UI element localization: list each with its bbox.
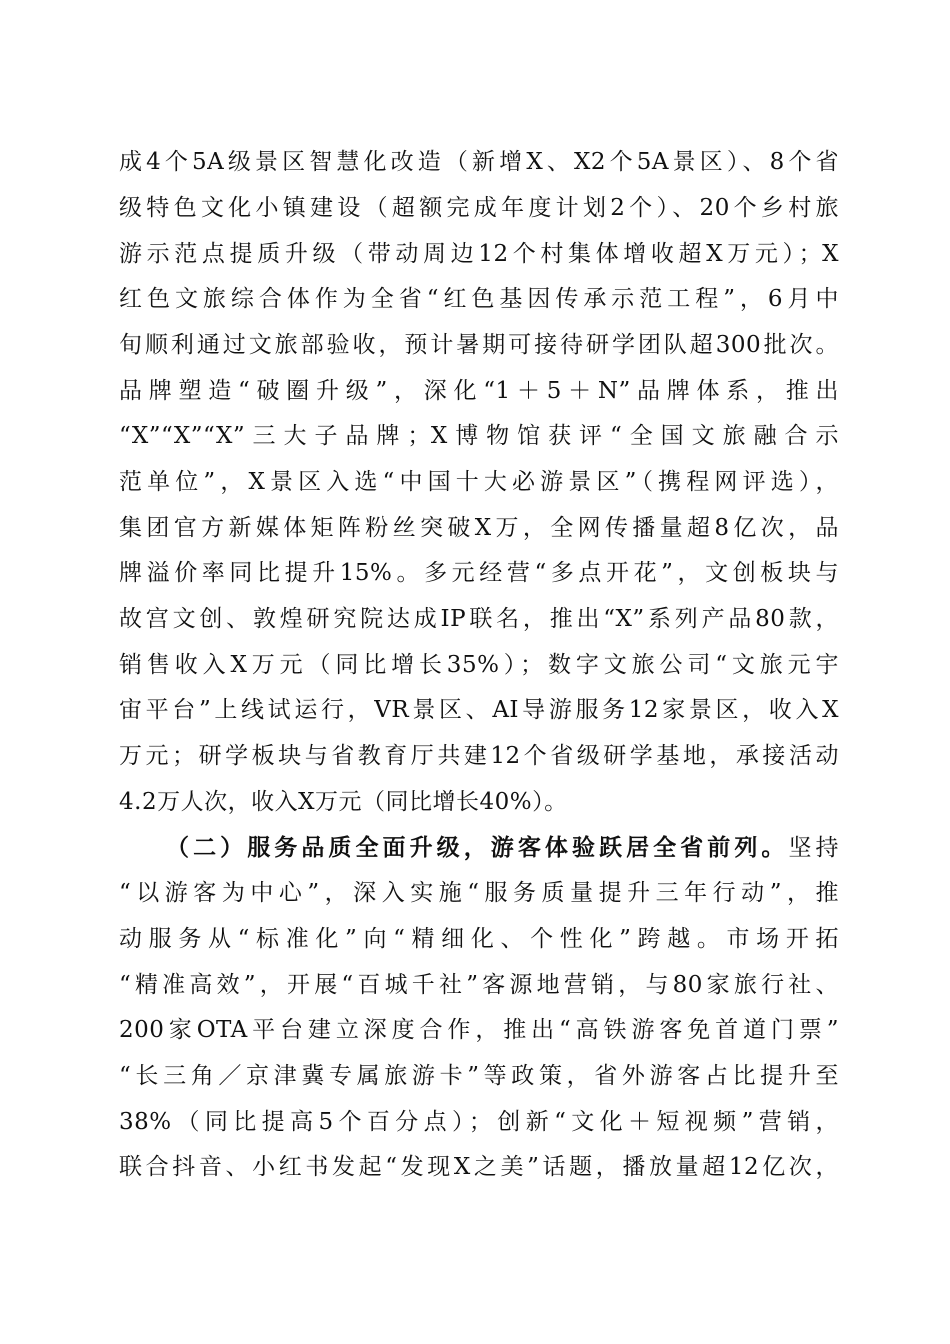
section-heading-line — [166, 826, 839, 870]
paragraph-line: 成4个5A级景区智慧化改造（新增X、X2个5A景区）、8个省 — [119, 149, 839, 175]
paragraph-line: 级特色文化小镇建设（超额完成年度计划2个）、20个乡村旅 — [119, 195, 839, 221]
paragraph-line: 万元；研学板块与省教育厅共建12个省级研学基地，承接活动 — [119, 743, 839, 769]
paragraph-line: “以游客为中心”，深入实施“服务质量提升三年行动”，推 — [119, 880, 839, 906]
paragraph-line: 200家OTA平台建立深度合作，推出“高铁游客免首道门票” — [119, 1017, 839, 1043]
paragraph-line: 动服务从“标准化”向“精细化、个性化”跨越。市场开拓 — [119, 926, 839, 952]
paragraph-line: “X”“X”“X”三大子品牌；X博物馆获评“全国文旅融合示 — [119, 423, 839, 449]
paragraph-line: “精准高效”，开展“百城千社”客源地营销，与80家旅行社、 — [119, 972, 839, 998]
paragraph-line: 4.2万人次，收入X万元（同比增长40%）。 — [119, 789, 568, 815]
paragraph-line: 集团官方新媒体矩阵粉丝突破X万，全网传播量超8亿次，品 — [119, 515, 839, 541]
paragraph-line: “长三角／京津冀专属旅游卡”等政策，省外游客占比提升至 — [119, 1063, 839, 1089]
paragraph-line: 游示范点提质升级（带动周边12个村集体增收超X万元）；X — [119, 241, 839, 267]
heading-line-rest: 坚持 — [788, 835, 839, 861]
section-heading: （二）服务品质全面升级，游客体验跃居全省前列。 — [166, 834, 789, 861]
paragraph-line: 宙平台”上线试运行，VR景区、AI导游服务12家景区，收入X — [119, 697, 839, 723]
paragraph-line: 销售收入X万元（同比增长35%）；数字文旅公司“文旅元宇 — [119, 652, 839, 678]
paragraph-line: 品牌塑造“破圈升级”，深化“1＋5＋N”品牌体系，推出 — [119, 378, 839, 404]
paragraph-line: 故宫文创、敦煌研究院达成IP联名，推出“X”系列产品80款， — [119, 606, 839, 632]
paragraph-line: 旬顺利通过文旅部验收，预计暑期可接待研学团队超300批次。 — [119, 332, 839, 358]
paragraph-line: 范单位”，X景区入选“中国十大必游景区”（携程网评选）， — [119, 469, 839, 495]
paragraph-line: 38%（同比提高5个百分点）；创新“文化＋短视频”营销， — [119, 1109, 839, 1135]
paragraph-line: 牌溢价率同比提升15%。多元经营“多点开花”，文创板块与 — [119, 560, 839, 586]
paragraph-line: 红色文旅综合体作为全省“红色基因传承示范工程”，6月中 — [119, 286, 839, 312]
paragraph-line: 联合抖音、小红书发起“发现X之美”话题，播放量超12亿次， — [119, 1154, 839, 1180]
